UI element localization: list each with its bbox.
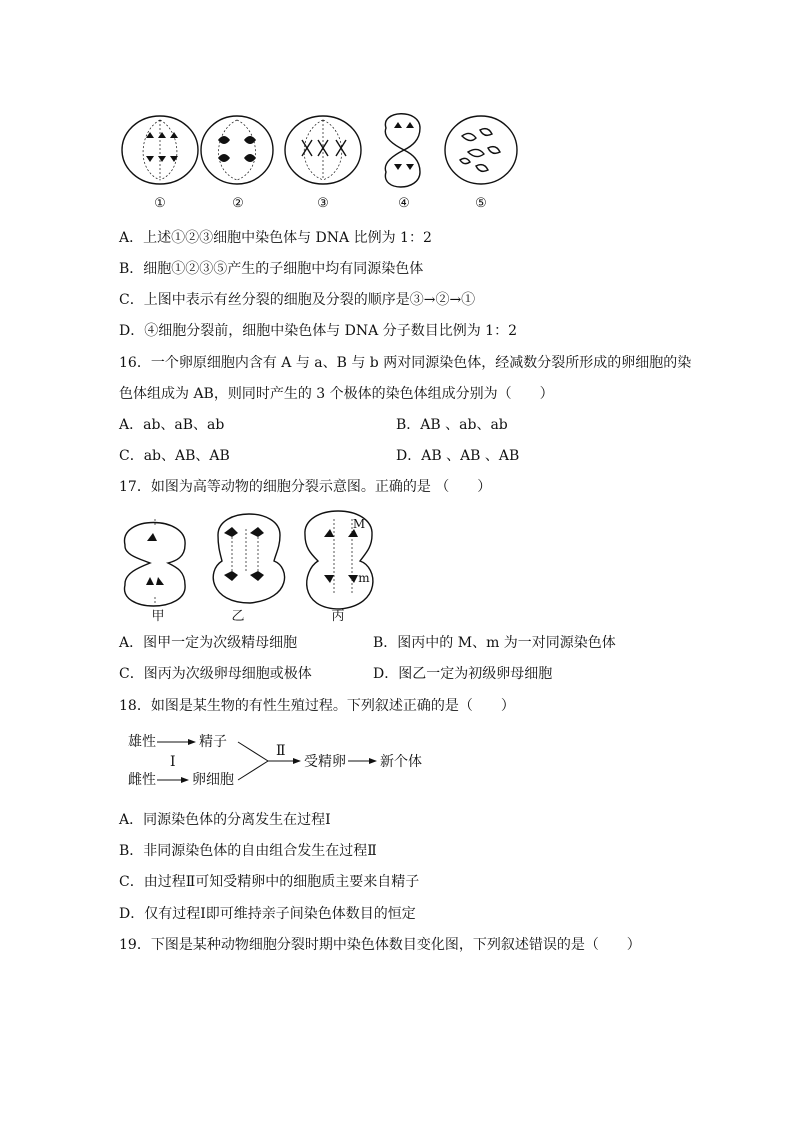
figure1-label-4: ④ [398,196,410,211]
q16-option-c: C．ab、AB、AB [119,448,230,464]
q16-option-d: D．AB 、AB 、AB [396,448,520,464]
diagram-sperm: 精子 [199,734,227,750]
q17-figure-label-bing: 丙 [331,609,345,624]
figure1-label-2: ② [232,196,244,211]
q17-option-b: B．图丙中的 M、m 为一对同源染色体 [373,635,616,651]
figure1-label-1: ① [154,196,166,211]
q18-option-d: D．仅有过程Ⅰ即可维持亲子间染色体数目的恒定 [119,906,416,922]
cell-1-drawing [122,116,198,184]
q15-option-d: D．④细胞分裂前，细胞中染色体与 DNA 分子数目比例为 1：2 [119,323,517,339]
q16-stem-line-2: 色体组成为 AB，则同时产生的 3 个极体的染色体组成分别为（ ） [119,386,554,402]
q15-option-a: A．上述①②③细胞中染色体与 DNA 比例为 1：2 [119,230,432,246]
q17-figure-label-yi: 乙 [231,609,245,624]
q16-option-b: B．AB 、ab、ab [396,417,508,433]
diagram-egg: 卵细胞 [192,772,234,788]
figure1-label-3: ③ [317,196,329,211]
q17-option-a: A．图甲一定为次级精母细胞 [119,635,298,651]
q18-stem: 18．如图是某生物的有性生殖过程。下列叙述正确的是（ ） [119,698,515,714]
q17-stem: 17．如图为高等动物的细胞分裂示意图。正确的是 （ ） [119,479,492,495]
cell-2-drawing [201,116,273,184]
q16-option-a: A．ab、aB、ab [119,417,225,433]
cell-division-figure-2 [0,505,794,625]
diagram-individual: 新个体 [380,754,422,770]
cell-3-drawing [285,116,361,184]
q18-option-c: C．由过程Ⅱ可知受精卵中的细胞质主要来自精子 [119,874,420,890]
diagram-step-1: Ⅰ [170,754,176,770]
q16-stem-line-1: 16．一个卵原细胞内含有 A 与 a、B 与 b 两对同源染色体，经减数分裂所形成的卵细胞的染 [119,355,692,371]
cell-yi-drawing [213,514,284,603]
cell-division-figure-1 [0,0,794,220]
figure1-label-5: ⑤ [475,196,487,211]
diagram-male: 雄性 [128,734,156,750]
cell-4-drawing [385,114,420,187]
q17-figure-label-jia: 甲 [151,609,165,624]
diagram-arrows [0,720,794,820]
diagram-step-2: Ⅱ [276,743,286,759]
cell-jia-drawing [125,519,186,606]
q19-stem: 19．下图是某种动物细胞分裂时期中染色体数目变化图，下列叙述错误的是（ ） [119,937,641,953]
q18-option-a: A．同源染色体的分离发生在过程Ⅰ [119,812,331,828]
q15-option-c: C．上图中表示有丝分裂的细胞及分裂的顺序是③→②→① [119,292,476,308]
cell-5-drawing [445,116,517,184]
q17-mark-M: M [352,517,366,531]
q18-option-b: B．非同源染色体的自由组合发生在过程Ⅱ [119,843,377,859]
q17-option-d: D．图乙一定为初级卵母细胞 [373,666,553,682]
q15-option-b: B．细胞①②③⑤产生的子细胞中均有同源染色体 [119,261,424,277]
q17-mark-m: m [358,571,370,585]
q17-option-c: C．图丙为次级卵母细胞或极体 [119,666,312,682]
diagram-zygote: 受精卵 [304,754,346,770]
diagram-female: 雌性 [128,772,156,788]
